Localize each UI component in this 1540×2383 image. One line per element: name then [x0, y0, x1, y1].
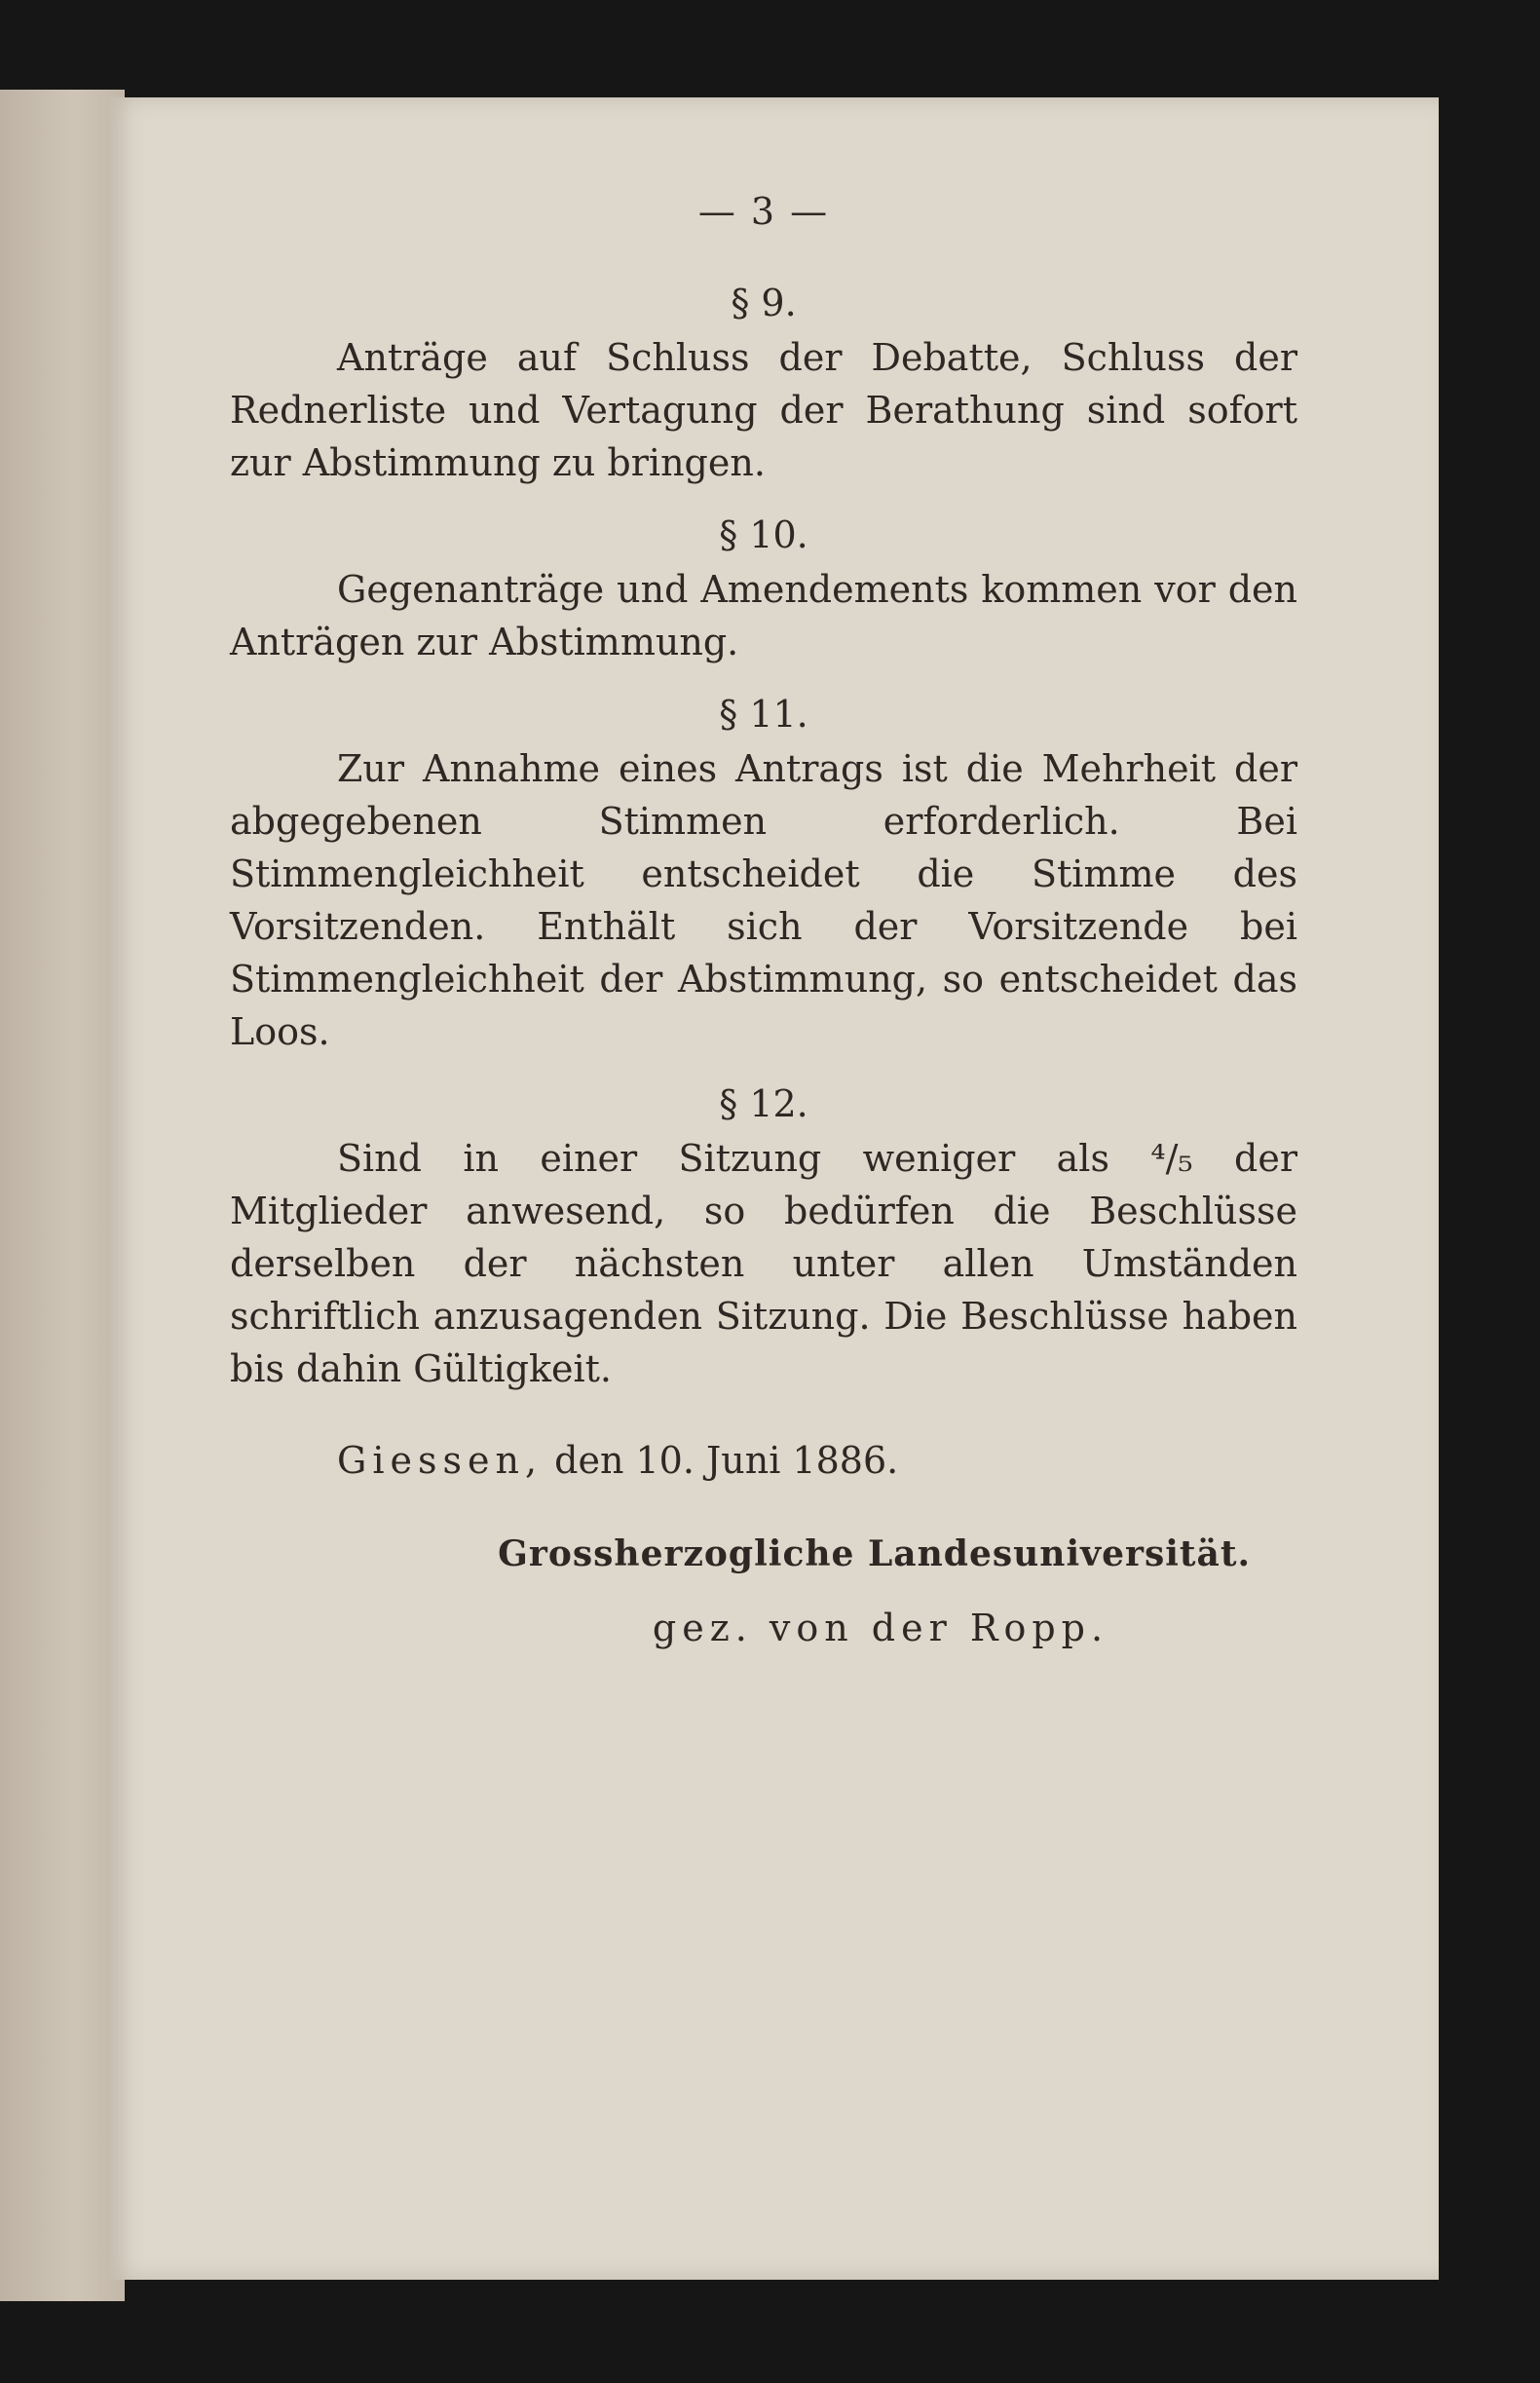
- section-text-9: Anträge auf Schluss der Debatte, Schluss der Rednerliste und Vertagung der Berathung sind sofort zur Abstimmung zu bringen.: [230, 336, 1297, 484]
- page-text: [230, 185, 1297, 1654]
- fraction: ⁴/₅: [1150, 1137, 1193, 1180]
- signature-prefix: gez.: [652, 1607, 753, 1649]
- section-heading-11: § 11.: [719, 693, 808, 736]
- section-heading-12: § 12.: [719, 1082, 808, 1125]
- place: Giessen,: [337, 1439, 544, 1482]
- institution: Grossherzogliche Landesuniversität.: [498, 1533, 1251, 1574]
- section-heading-9: § 9.: [731, 282, 797, 324]
- previous-page-edge: [0, 90, 125, 2301]
- date: den 10. Juni 1886.: [554, 1439, 899, 1482]
- section-text-11: Zur Annahme eines Antrags ist die Mehrheit der abgegebenen Stimmen erforderlich. Bei Stimmengleichheit entscheidet die Stimme des Vorsitzenden. Enthält sich der Vorsitzende bei Stimmengleichheit der Abstimmung, so entscheidet das Loos.: [230, 747, 1297, 1053]
- section-text-10: Gegenanträge und Amendements kommen vor den Anträgen zur Abstimmung.: [230, 568, 1297, 663]
- place-date-line: [230, 1434, 1297, 1487]
- signature: [230, 1602, 1297, 1654]
- section-text-12-part1: Sind in einer Sitzung weniger als: [337, 1137, 1109, 1180]
- document-page: [109, 97, 1439, 2280]
- section-heading-10: § 10.: [719, 513, 808, 556]
- section-text-12: [230, 1132, 1297, 1395]
- section-text-12-part2: der Mitglieder anwesend, so bedürfen die Beschlüsse derselben der nächsten unter allen Umständen schriftlich anzusagenden Sitzung. Die Beschlüsse haben bis dahin Gültigkeit.: [230, 1137, 1297, 1390]
- signature-name: von der Ropp.: [769, 1607, 1109, 1649]
- page-number: — 3 —: [697, 190, 830, 233]
